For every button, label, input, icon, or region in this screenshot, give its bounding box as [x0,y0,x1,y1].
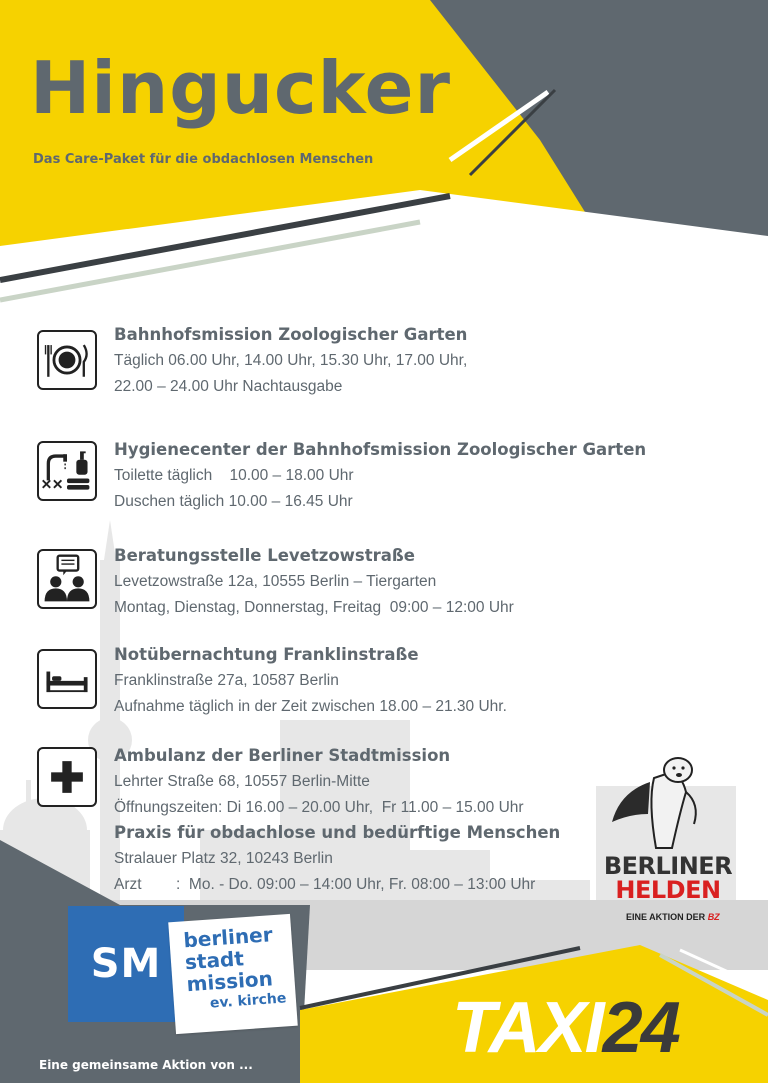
entry-line: Arzt : Mo. - Do. 09:00 – 14:00 Uhr, Fr. 08:00 – 13:00 Uhr [114,875,536,893]
entry-subtitle: Praxis für obdachlose und bedürftige Menschen [114,823,561,842]
helden-word1: BERLINER [603,852,733,880]
entry-line: Duschen täglich 10.00 – 16.45 Uhr [114,492,353,510]
entry-line: Toilette täglich 10.00 – 18.00 Uhr [114,467,354,484]
bed-icon [37,649,97,709]
entry-line: Lehrter Straße 68, 10557 Berlin-Mitte [114,773,370,790]
entry-line: Öffnungszeiten: Di 16.00 – 20.00 Uhr, Fr 11.00 – 15.00 Uhr [114,798,524,816]
entry-line: Täglich 06.00 Uhr, 14.00 Uhr, 15.30 Uhr, 17.00 Uhr, [114,352,468,369]
page-title: Hingucker [30,46,451,130]
entry-title: Bahnhofsmission Zoologischer Garten [114,325,468,344]
sm-wordmark: berliner stadt mission ev. kirche [168,914,298,1034]
plate-cutlery-icon [37,330,97,390]
counseling-icon [37,549,97,609]
helden-aktion: EINE AKTION DER BZ [626,912,720,922]
berliner-helden-logo [590,752,740,932]
stadtmission-logo [68,906,302,1026]
entry-title: Ambulanz der Berliner Stadtmission [114,746,451,765]
entry-line: Montag, Dienstag, Donnerstag, Freitag 09:00 – 12:00 Uhr [114,598,514,616]
entry-bahnhofsmission [114,322,467,399]
entry-line: Franklinstraße 27a, 10587 Berlin [114,672,339,689]
footer-note: Eine gemeinsame Aktion von ... [39,1058,253,1072]
entry-hygienecenter [114,437,646,514]
sm-abbr: SM [68,906,184,1022]
entry-line: Aufnahme täglich in der Zeit zwischen 18.00 – 21.30 Uhr. [114,697,507,715]
taxi24-logo: TAXI24 [452,988,679,1068]
page-subtitle: Das Care-Paket für die obdachlosen Menschen [33,152,374,167]
entry-line: 22.00 – 24.00 Uhr Nachtausgabe [114,377,343,395]
entry-ambulanz [114,743,560,897]
entry-line: Levetzowstraße 12a, 10555 Berlin – Tiergarten [114,573,437,590]
helden-word2: HELDEN [615,876,721,904]
entry-line: Stralauer Platz 32, 10243 Berlin [114,850,333,867]
entry-beratungsstelle [114,543,514,620]
entry-notuebernachtung [114,642,507,719]
polar-bear-icon [590,752,740,852]
medical-cross-icon [37,747,97,807]
entry-title: Hygienecenter der Bahnhofsmission Zoologischer Garten [114,440,647,459]
hygiene-icon [37,441,97,501]
entry-title: Notübernachtung Franklinstraße [114,645,419,664]
entry-title: Beratungsstelle Levetzowstraße [114,546,415,565]
